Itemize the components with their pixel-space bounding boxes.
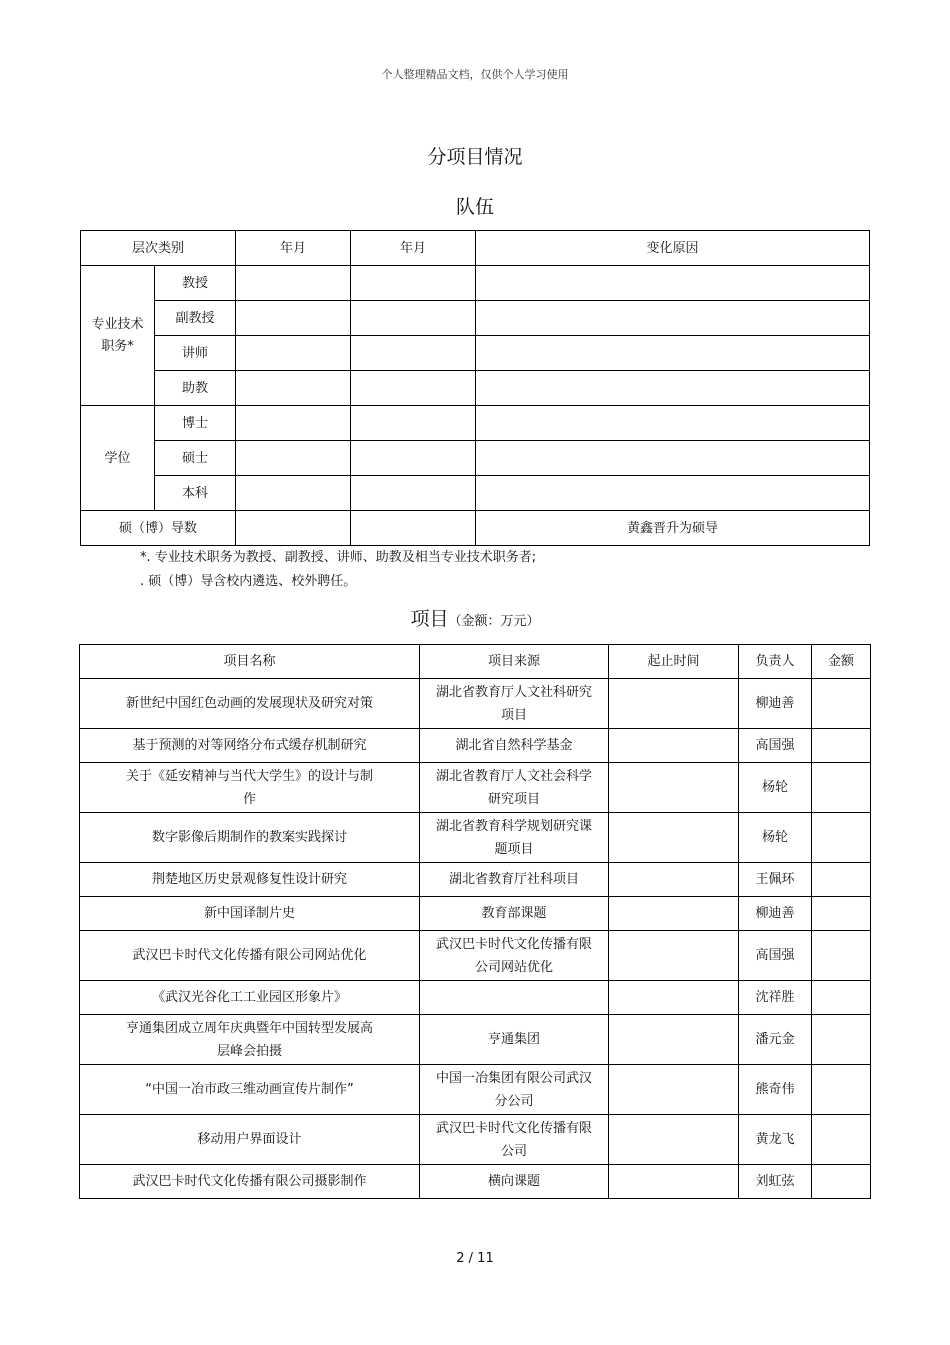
row-label: 讲师 [155, 336, 236, 371]
table-row [80, 729, 871, 763]
project-name: 移动用户界面设计 [80, 1115, 420, 1165]
project-leader: 刘虹弦 [739, 1165, 812, 1199]
project-name: 新中国译制片史 [80, 897, 420, 931]
table-row [81, 301, 870, 336]
project-leader: 王佩环 [739, 863, 812, 897]
table-row [81, 231, 870, 266]
header-note: 个人整理精品文档，仅供个人学习使用 [381, 68, 569, 81]
project-leader: 柳迪善 [739, 679, 812, 729]
project-name: 荆楚地区历史景观修复性设计研究 [80, 863, 420, 897]
project-table [79, 644, 871, 1199]
project-period [609, 897, 739, 931]
project-period [609, 679, 739, 729]
project-leader: 柳迪善 [739, 897, 812, 931]
table-row [80, 1115, 871, 1165]
project-amount [812, 897, 871, 931]
header-cell: 负责人 [739, 645, 812, 679]
table-row [80, 897, 871, 931]
page-number: 2 / 11 [456, 1251, 494, 1266]
project-period [609, 1015, 739, 1065]
table-row [81, 336, 870, 371]
table-row [80, 1165, 871, 1199]
project-source: 横向课题 [420, 1165, 609, 1199]
project-source: 湖北省教育厅人文社科研究项目 [420, 679, 609, 729]
header-cell: 层次类别 [81, 231, 236, 266]
table-row [81, 476, 870, 511]
header-cell: 金额 [812, 645, 871, 679]
project-leader: 高国强 [739, 931, 812, 981]
header-cell: 年月 [236, 231, 351, 266]
project-period [609, 931, 739, 981]
table-row [80, 863, 871, 897]
table-row [80, 679, 871, 729]
table-row [81, 441, 870, 476]
header-cell: 变化原因 [476, 231, 870, 266]
table-row [80, 763, 871, 813]
project-source: 武汉巴卡时代文化传播有限公司网站优化 [420, 931, 609, 981]
project-leader: 杨轮 [739, 763, 812, 813]
project-source [420, 981, 609, 1015]
header-cell: 项目名称 [80, 645, 420, 679]
table-row [80, 981, 871, 1015]
project-source: 湖北省教育科学规划研究课题项目 [420, 813, 609, 863]
project-amount [812, 1165, 871, 1199]
project-period [609, 1115, 739, 1165]
supervisor-reason: 黄鑫晋升为硕导 [476, 511, 870, 546]
project-source: 湖北省教育厅人文社会科学研究项目 [420, 763, 609, 813]
project-period [609, 1165, 739, 1199]
team-table [80, 230, 870, 546]
row-label: 副教授 [155, 301, 236, 336]
project-amount [812, 729, 871, 763]
header-cell: 项目来源 [420, 645, 609, 679]
project-amount [812, 1115, 871, 1165]
row-label: 硕士 [155, 441, 236, 476]
page-title: 分项目情况 [427, 146, 523, 168]
project-name: 基于预测的对等网络分布式缓存机制研究 [80, 729, 420, 763]
row-label: 本科 [155, 476, 236, 511]
project-unit: （金额：万元） [448, 614, 540, 629]
project-source: 教育部课题 [420, 897, 609, 931]
project-source: 湖北省教育厅社科项目 [420, 863, 609, 897]
project-amount [812, 813, 871, 863]
row-label: 助教 [155, 371, 236, 406]
table-row [81, 511, 870, 546]
table-row [80, 645, 871, 679]
project-name: 新世纪中国红色动画的发展现状及研究对策 [80, 679, 420, 729]
project-leader: 熊奇伟 [739, 1065, 812, 1115]
project-source: 湖北省自然科学基金 [420, 729, 609, 763]
header-cell: 起止时间 [609, 645, 739, 679]
footnotes [140, 546, 536, 594]
project-name: 武汉巴卡时代文化传播有限公司摄影制作 [80, 1165, 420, 1199]
project-period [609, 863, 739, 897]
group-cell-title: 专业技术职务* [81, 266, 155, 406]
table-row [81, 371, 870, 406]
table-row [80, 1065, 871, 1115]
team-section-title: 队伍 [455, 196, 494, 218]
row-label: 博士 [155, 406, 236, 441]
project-name: 亨通集团成立周年庆典暨年中国转型发展高层峰会拍摄 [80, 1015, 420, 1065]
project-section-title [0, 604, 950, 631]
project-leader: 潘元金 [739, 1015, 812, 1065]
table-row [81, 406, 870, 441]
row-label: 教授 [155, 266, 236, 301]
project-leader: 杨轮 [739, 813, 812, 863]
project-period [609, 813, 739, 863]
table-row [80, 813, 871, 863]
project-name: 关于《延安精神与当代大学生》的设计与制作 [80, 763, 420, 813]
project-period [609, 981, 739, 1015]
project-name: 数字影像后期制作的教案实践探讨 [80, 813, 420, 863]
table-row [80, 1015, 871, 1065]
project-period [609, 729, 739, 763]
project-amount [812, 1015, 871, 1065]
project-period [609, 1065, 739, 1115]
project-name: 武汉巴卡时代文化传播有限公司网站优化 [80, 931, 420, 981]
project-amount [812, 931, 871, 981]
project-leader: 高国强 [739, 729, 812, 763]
project-leader: 黄龙飞 [739, 1115, 812, 1165]
table-row [81, 266, 870, 301]
footnote: . 硕（博）导含校内遴选、校外聘任。 [140, 574, 357, 589]
project-amount [812, 1065, 871, 1115]
project-amount [812, 679, 871, 729]
project-amount [812, 763, 871, 813]
project-source: 武汉巴卡时代文化传播有限公司 [420, 1115, 609, 1165]
project-source: 中国一冶集团有限公司武汉分公司 [420, 1065, 609, 1115]
project-title: 项目 [410, 608, 449, 630]
project-leader: 沈祥胜 [739, 981, 812, 1015]
footnote: *. 专业技术职务为教授、副教授、讲师、助教及相当专业技术职务者; [140, 550, 537, 565]
supervisor-label: 硕（博）导数 [81, 511, 236, 546]
project-name: “中国一冶市政三维动画宣传片制作” [80, 1065, 420, 1115]
group-cell-degree: 学位 [81, 406, 155, 511]
project-name: 《武汉光谷化工工业园区形象片》 [80, 981, 420, 1015]
table-row [80, 931, 871, 981]
header-cell: 年月 [351, 231, 476, 266]
project-amount [812, 863, 871, 897]
project-period [609, 763, 739, 813]
project-source: 亨通集团 [420, 1015, 609, 1065]
project-amount [812, 981, 871, 1015]
